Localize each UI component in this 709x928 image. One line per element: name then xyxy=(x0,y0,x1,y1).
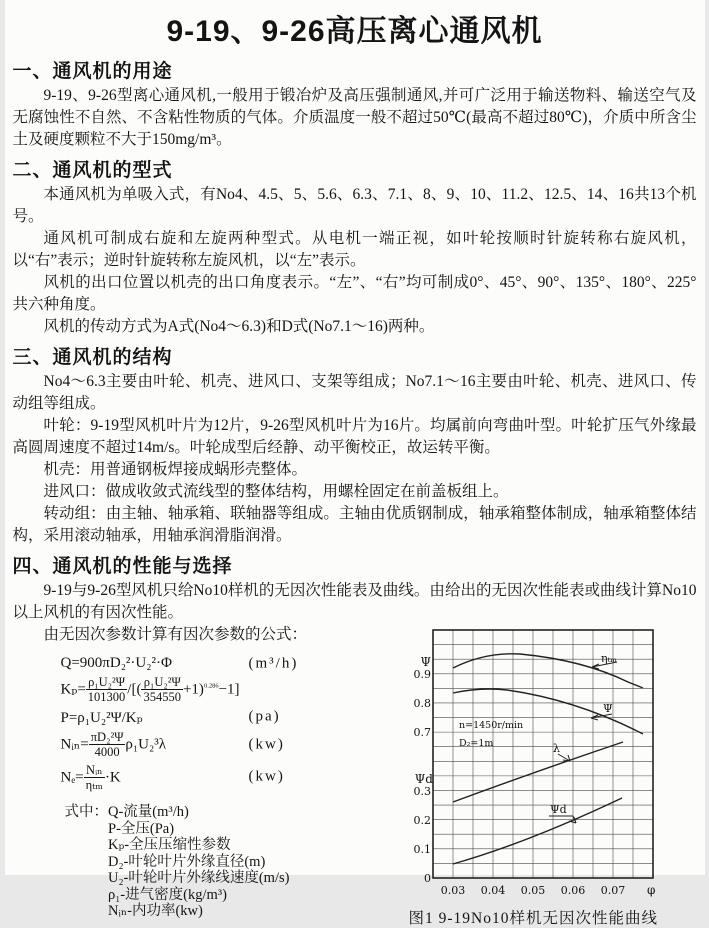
symbol-legend-label: 式中： xyxy=(65,804,109,920)
y-axis-lower-label: Ψd xyxy=(414,772,433,786)
curve-label-psi: Ψ xyxy=(603,702,613,715)
annotation-speed: n=1450r/min xyxy=(459,720,523,731)
symbol-item: D₂-叶轮叶片外缘直径(m) xyxy=(108,854,289,871)
formula-block xyxy=(61,652,401,795)
chart-grid xyxy=(433,630,653,878)
paragraph: 进风口：做成收敛式流线型的整体结构，用螺栓固定在前盖板组上。 xyxy=(13,481,697,503)
symbol-item: ρ₁-进气密度(kg/m³) xyxy=(108,887,289,904)
curve-label-eta: ηₜₘ xyxy=(601,652,617,665)
section-heading-usage: 一、通风机的用途 xyxy=(13,56,697,83)
y-tick: 0.2 xyxy=(413,814,431,827)
symbol-legend xyxy=(65,804,405,920)
fraction-numerator: Nᵢₙ xyxy=(84,763,105,778)
formula-rhs: ·K xyxy=(105,769,121,785)
formula-unit: (m³/h) xyxy=(249,655,299,672)
curve-lambda xyxy=(453,742,623,802)
x-tick: 0.03 xyxy=(440,884,465,897)
section-heading-structure: 三、通风机的结构 xyxy=(13,342,697,369)
fraction-numerator: ρ₁U₂²Ψ xyxy=(141,675,183,690)
fraction-denominator: 354550 xyxy=(141,690,183,704)
fraction-numerator: ρ₁U₂²Ψ xyxy=(86,675,128,690)
paragraph: 叶轮：9-19型风机叶片为12片，9-26型风机叶片为16片。均属前向弯曲叶型。叶轮扩压气外缘最高圆周速度不超过14m/s。叶轮成型后经静、动平衡校正，故运转平衡。 xyxy=(13,415,697,459)
paragraph: 机壳：用普通钢板焊接成蜗形壳整体。 xyxy=(13,459,697,481)
section-type xyxy=(13,155,697,338)
y-tick: 0.1 xyxy=(413,843,431,856)
formula-end: −1] xyxy=(219,681,240,697)
formula-shaft-power xyxy=(61,763,401,793)
symbol-item: U₂-叶轮叶片外缘线速度(m/s) xyxy=(108,870,289,887)
section-heading-performance: 四、通风机的性能与选择 xyxy=(13,551,697,578)
section-heading-type: 二、通风机的型式 xyxy=(13,155,697,182)
document-page xyxy=(5,0,705,875)
x-tick: 0.05 xyxy=(520,884,545,897)
x-tick: 0.06 xyxy=(560,884,585,897)
paragraph: 由无因次参数计算有因次参数的公式： xyxy=(13,624,697,646)
plot-border xyxy=(433,630,653,878)
formula-lhs: Kₚ= xyxy=(61,681,86,697)
fraction xyxy=(84,763,105,793)
formula-lhs: Nᵢₙ= xyxy=(61,736,89,752)
y-tick: 0.9 xyxy=(413,668,431,681)
formula-lhs: Nₑ= xyxy=(61,769,84,785)
performance-chart xyxy=(405,620,709,928)
formula-pressure xyxy=(61,708,401,727)
fraction xyxy=(89,730,126,760)
section-structure xyxy=(13,342,697,547)
fraction xyxy=(141,675,183,705)
fraction xyxy=(86,675,128,705)
paragraph: 风机的出口位置以机壳的出口角度表示。“左”、“右”均可制成0°、45°、90°、135°、180°、225°共六种角度。 xyxy=(13,272,697,316)
annotation-diameter: D₂=1m xyxy=(459,738,493,749)
section-performance xyxy=(13,551,697,922)
symbol-item: Q-流量(m³/h) xyxy=(108,804,289,821)
formula-body: Q=900πD₂²·U₂²·Φ xyxy=(61,655,172,671)
symbol-item: Nᵢₙ-内功率(kw) xyxy=(108,903,289,920)
y-tick: 0 xyxy=(424,872,431,885)
performance-area xyxy=(13,648,697,922)
formula-mid: /[( xyxy=(127,681,141,697)
fraction-denominator: ηₜₘ xyxy=(84,778,105,792)
paragraph: 9-19、9-26型离心通风机,一般用于锻冶炉及高压强制通风,并可广泛用于输送物料、输送空气及无腐蚀性不自然、不含粘性物质的气体。介质温度一般不超过50℃(最高不超过80℃)，介质中所含尘土及硬度颗粒不大于150mg/m³。 xyxy=(13,85,697,151)
formula-compressibility xyxy=(61,675,401,705)
paragraph: 通风机可制成右旋和左旋两种型式。从电机一端正视，如叶轮按顺时针旋转称右旋风机，以“右”表示；逆时针旋转称左旋风机，以“左”表示。 xyxy=(13,228,697,272)
fraction-numerator: πD₂²Ψ xyxy=(89,730,126,745)
formula-unit: (kw) xyxy=(249,769,285,786)
y-tick: 0.8 xyxy=(413,697,431,710)
section-usage xyxy=(13,56,697,151)
curve-psi-d xyxy=(453,798,622,864)
paragraph: 风机的传动方式为A式(No4～6.3)和D式(No7.1～16)两种。 xyxy=(13,316,697,338)
formula-unit: (kw) xyxy=(249,736,285,753)
chart-caption: 图1 9-19No10样机无因次性能曲线 xyxy=(405,906,709,928)
fraction-denominator: 4000 xyxy=(89,745,126,759)
formula-exponent: 0.286 xyxy=(204,682,219,689)
symbol-item: Kₚ-全压压缩性参数 xyxy=(108,837,289,854)
paragraph: No4～6.3主要由叶轮、机壳、进风口、支架等组成；No7.1～16主要由叶轮、机壳、进风口、传动组等组成。 xyxy=(13,371,697,415)
formula-body: P=ρ₁U₂²Ψ/Kₚ xyxy=(61,710,143,726)
curve-label-psid: Ψd xyxy=(550,803,567,816)
performance-chart-svg xyxy=(405,620,709,900)
x-tick: 0.07 xyxy=(600,884,625,897)
y-axis-upper-label: Ψ xyxy=(420,655,431,669)
curve-label-lambda: λ xyxy=(553,742,560,755)
y-tick: 0.3 xyxy=(413,785,431,798)
x-tick: 0.04 xyxy=(480,884,505,897)
x-axis-label: φ xyxy=(647,883,655,897)
symbol-item: P-全压(Pa) xyxy=(108,821,289,838)
formula-rhs: ρ₁U₂³λ xyxy=(125,736,166,752)
fraction-denominator: 101300 xyxy=(86,690,128,704)
y-tick: 0.7 xyxy=(413,726,431,739)
formula-internal-power xyxy=(61,730,401,760)
paragraph: 转动组：由主轴、轴承箱、联轴器等组成。主轴由优质钢制成，轴承箱整体制成，轴承箱整体结构，采用滚动轴承，用轴承润滑脂润滑。 xyxy=(13,503,697,547)
page-title: 9-19、9-26高压离心通风机 xyxy=(13,6,697,50)
leader-lambda-arrow xyxy=(558,754,570,761)
symbol-list xyxy=(108,804,289,920)
paragraph: 本通风机为单吸入式，有No4、4.5、5、5.6、6.3、7.1、8、9、10、11.2、12.5、14、16共13个机号。 xyxy=(13,184,697,228)
formula-unit: (pa) xyxy=(249,709,281,726)
formula-after: +1) xyxy=(183,681,204,697)
formula-flow-rate xyxy=(61,655,401,672)
paragraph: 9-19与9-26型风机只给No10样机的无因次性能表及曲线。由给出的无因次性能表或曲线计算No10以上风机的有因次性能。 xyxy=(13,580,697,624)
